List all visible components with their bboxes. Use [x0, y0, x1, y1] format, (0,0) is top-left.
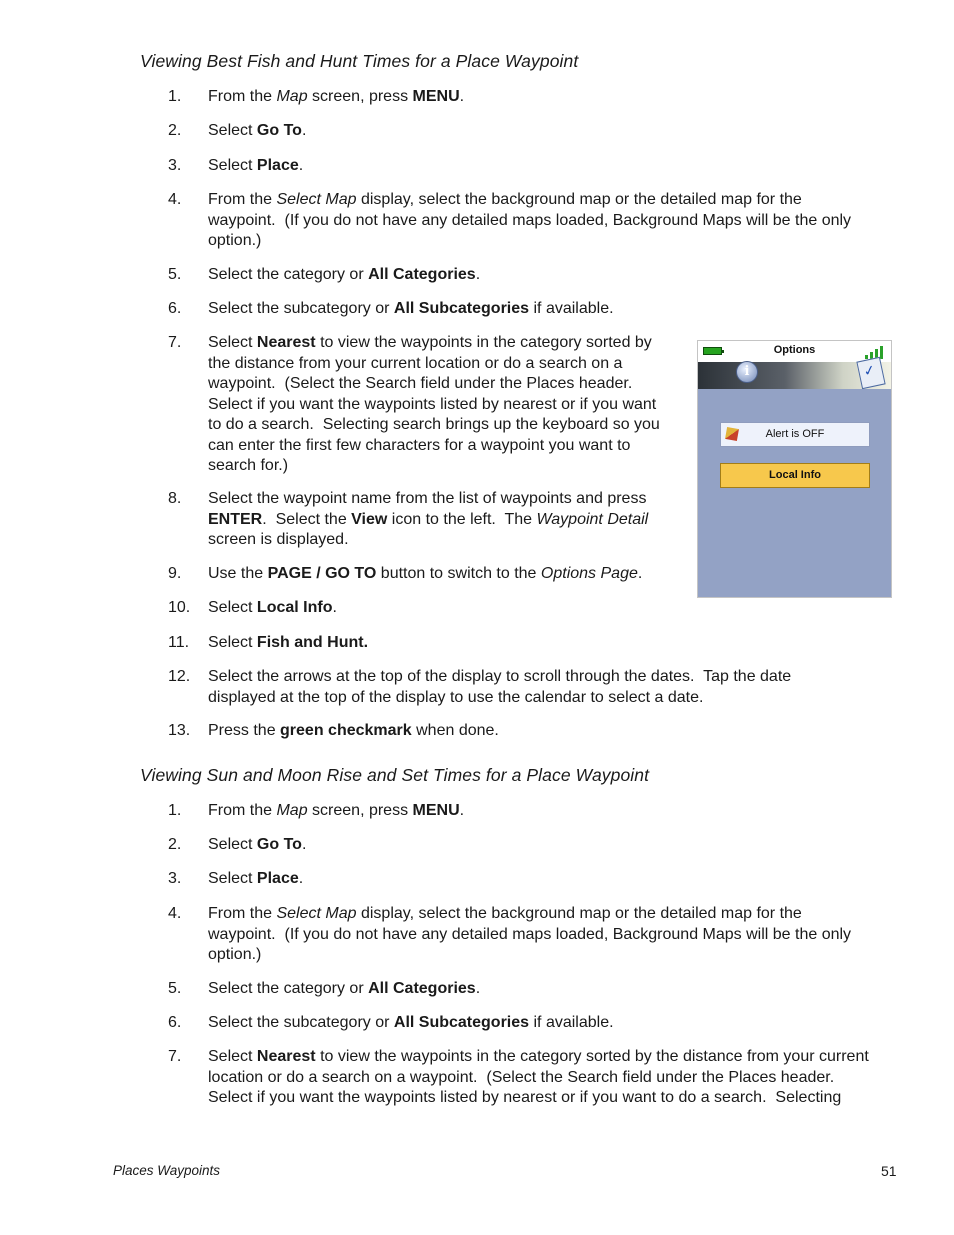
- step-text: [208, 801, 464, 822]
- step-text: [208, 265, 480, 286]
- text-run: screen, press: [307, 802, 413, 819]
- text-run: Select the category or: [208, 266, 369, 283]
- text-run: location or do a search on a waypoint. (Select the Search field under the Places header.: [208, 1068, 835, 1086]
- emphasis-bold: All Categories: [368, 980, 476, 997]
- step-line: [208, 1047, 869, 1068]
- step-number: 13.: [168, 722, 191, 739]
- text-run: search for.): [208, 457, 289, 474]
- text-run: the distance from your current location or do a search on a: [208, 354, 623, 372]
- text-run: Select: [208, 334, 257, 351]
- text-run: displayed at the top of the display to use the calendar to select a date.: [208, 688, 704, 706]
- step-line: [208, 374, 660, 395]
- text-run: .: [301, 122, 307, 139]
- text-run: .: [298, 870, 304, 887]
- text-run: option.): [208, 232, 262, 249]
- step-line: [208, 436, 660, 457]
- step-text: [208, 667, 791, 708]
- emphasis-bold: Fish and Hunt.: [256, 634, 369, 651]
- text-run: waypoint. (Select the Search field under the Places header.: [208, 375, 633, 392]
- step-line: [208, 121, 306, 142]
- text-run: if available.: [529, 300, 614, 317]
- step-line: [208, 190, 851, 211]
- emphasis-bold: Go To: [256, 122, 302, 139]
- device-title: Options: [773, 344, 816, 356]
- step-line: [208, 925, 851, 946]
- section-heading-sun-moon: Viewing Sun and Moon Rise and Set Times for a Place Waypoint: [140, 765, 650, 785]
- step-text: [208, 869, 303, 890]
- step-number: 4.: [168, 191, 182, 208]
- footer-section-title: Places Waypoints: [113, 1163, 221, 1178]
- section-heading-fish-hunt: Viewing Best Fish and Hunt Times for a Place Waypoint: [140, 51, 579, 71]
- step-line: [208, 979, 480, 1000]
- text-run: to do a search. Selecting search brings up the keyboard so you: [208, 416, 660, 433]
- text-run: Select: [208, 870, 257, 887]
- step-number: 3.: [168, 870, 182, 887]
- step-number: 2.: [168, 836, 182, 853]
- text-run: Select: [208, 836, 257, 853]
- step-line: [208, 489, 648, 510]
- step-text: [208, 1013, 614, 1034]
- options-screenshot: [697, 340, 892, 598]
- device-status-bar: [698, 341, 891, 362]
- step-text: [208, 835, 306, 856]
- text-run: Select: [208, 634, 257, 651]
- step-number: 5.: [168, 266, 182, 283]
- emphasis-italic: Map: [276, 802, 308, 819]
- local-info-label: Local Info: [769, 469, 821, 481]
- text-run: From the: [208, 88, 277, 105]
- text-run: Select the subcategory or: [208, 1014, 394, 1031]
- text-run: Press the: [208, 722, 281, 739]
- step-line: [208, 456, 660, 477]
- emphasis-bold: Place: [256, 870, 299, 887]
- text-run: .: [475, 980, 481, 997]
- step-line: [208, 211, 851, 232]
- emphasis-bold: All Subcategories: [393, 300, 530, 317]
- step-line: [208, 156, 303, 177]
- step-text: [208, 721, 499, 742]
- step-text: [208, 633, 368, 654]
- step-line: [208, 667, 791, 688]
- alert-button[interactable]: [720, 422, 870, 447]
- step-line: [208, 598, 337, 619]
- emphasis-italic: Select Map: [276, 905, 357, 922]
- emphasis-bold: Nearest: [256, 1048, 316, 1065]
- step-number: 7.: [168, 334, 182, 351]
- text-run: Select if you want the waypoints listed by nearest or if you want to do a search. Selecting: [208, 1089, 842, 1106]
- step-line: [208, 333, 660, 354]
- step-text: [208, 156, 303, 177]
- text-run: Use the: [208, 565, 268, 582]
- text-run: Select: [208, 1048, 257, 1065]
- text-run: .: [459, 88, 465, 105]
- text-run: From the: [208, 802, 277, 819]
- step-number: 1.: [168, 802, 182, 819]
- text-run: button to switch to the: [376, 565, 541, 582]
- step-text: [208, 598, 337, 619]
- local-info-button[interactable]: [720, 463, 870, 488]
- step-line: [208, 354, 660, 375]
- text-run: display, select the background map or the detailed map for the: [356, 905, 802, 922]
- text-run: display, select the background map or the detailed map for the: [356, 191, 802, 208]
- info-icon[interactable]: i: [736, 361, 758, 383]
- step-number: 3.: [168, 157, 182, 174]
- text-run: .: [332, 599, 337, 616]
- text-run: .: [459, 802, 465, 819]
- alert-label: Alert is OFF: [765, 428, 825, 440]
- step-line: [208, 564, 642, 585]
- step-line: [208, 87, 464, 108]
- text-run: Select the subcategory or: [208, 300, 394, 317]
- step-number: 11.: [168, 634, 190, 651]
- text-run: Select the category or: [208, 980, 369, 997]
- step-text: [208, 564, 642, 585]
- step-line: [208, 869, 303, 890]
- text-run: Select the waypoint name from the list of waypoints and press: [208, 490, 647, 507]
- step-line: [208, 801, 464, 822]
- text-run: .: [301, 836, 307, 853]
- text-run: .: [475, 266, 481, 283]
- emphasis-italic: Select Map: [276, 191, 357, 208]
- emphasis-bold: ENTER: [208, 510, 263, 528]
- emphasis-bold: Go To: [256, 836, 302, 853]
- emphasis-bold: MENU: [412, 88, 460, 105]
- step-number: 12.: [168, 668, 191, 685]
- emphasis-bold: All Subcategories: [393, 1014, 530, 1031]
- emphasis-italic: Map: [276, 88, 308, 105]
- step-line: [208, 1088, 869, 1109]
- emphasis-bold: MENU: [412, 802, 460, 819]
- step-text: [208, 979, 480, 1000]
- step-text: [208, 87, 464, 108]
- step-line: [208, 904, 851, 925]
- text-run: to view the waypoints in the category sorted by the distance from your current: [315, 1048, 869, 1065]
- step-number: 5.: [168, 980, 182, 997]
- emphasis-bold: Place: [256, 157, 299, 174]
- text-run: to view the waypoints in the category sorted by: [315, 334, 652, 351]
- text-run: Select if you want the waypoints listed by nearest or if you want: [208, 395, 657, 413]
- step-number: 8.: [168, 490, 182, 507]
- emphasis-italic: Waypoint Detail: [536, 510, 649, 528]
- step-number: 2.: [168, 122, 182, 139]
- step-number: 1.: [168, 88, 182, 105]
- text-run: screen, press: [307, 88, 413, 105]
- step-text: [208, 299, 614, 320]
- text-run: Select the arrows at the top of the display to scroll through the dates. Tap the date: [208, 668, 792, 685]
- step-line: [208, 633, 368, 654]
- step-text: [208, 121, 306, 142]
- step-number: 10.: [168, 599, 191, 616]
- step-number: 9.: [168, 565, 182, 582]
- text-run: Select: [208, 157, 257, 174]
- step-line: [208, 265, 480, 286]
- text-run: From the: [208, 905, 277, 922]
- text-run: can enter the first few characters for a waypoint you want to: [208, 436, 631, 454]
- step-line: [208, 299, 614, 320]
- page-number: 51: [881, 1163, 897, 1179]
- step-text: [208, 333, 660, 477]
- step-text: [208, 904, 851, 966]
- alert-icon: [725, 427, 739, 441]
- text-run: option.): [208, 946, 262, 963]
- step-line: [208, 395, 660, 416]
- step-text: [208, 489, 648, 551]
- text-run: waypoint. (If you do not have any detailed maps loaded, Background Maps will be the only: [208, 211, 852, 229]
- text-run: icon to the left. The: [387, 510, 537, 528]
- step-number: 4.: [168, 905, 182, 922]
- emphasis-bold: PAGE / GO TO: [267, 565, 377, 582]
- text-run: From the: [208, 191, 277, 208]
- step-line: [208, 231, 851, 252]
- step-text: [208, 190, 851, 252]
- step-number: 6.: [168, 1014, 182, 1031]
- text-run: waypoint. (If you do not have any detailed maps loaded, Background Maps will be the only: [208, 925, 852, 943]
- step-line: [208, 721, 499, 742]
- emphasis-bold: View: [351, 510, 388, 528]
- step-line: [208, 1013, 614, 1034]
- step-line: [208, 510, 648, 531]
- text-run: when done.: [411, 722, 499, 739]
- text-run: .: [637, 565, 643, 582]
- emphasis-bold: All Categories: [368, 266, 476, 283]
- text-run: .: [298, 157, 304, 174]
- step-line: [208, 1068, 869, 1089]
- step-line: [208, 415, 660, 436]
- step-number: 6.: [168, 300, 182, 317]
- emphasis-bold: Local Info: [256, 599, 333, 616]
- text-run: screen is displayed.: [208, 531, 349, 548]
- text-run: Select: [208, 599, 257, 616]
- text-run: if available.: [529, 1014, 614, 1031]
- step-line: [208, 688, 791, 709]
- text-run: . Select the: [262, 510, 352, 528]
- text-run: Select: [208, 122, 257, 139]
- step-number: 7.: [168, 1048, 182, 1065]
- step-line: [208, 945, 851, 966]
- emphasis-italic: Options Page: [540, 565, 638, 582]
- emphasis-bold: green checkmark: [280, 722, 412, 739]
- step-line: [208, 835, 306, 856]
- step-text: [208, 1047, 869, 1109]
- step-line: [208, 530, 648, 551]
- emphasis-bold: Nearest: [256, 334, 316, 351]
